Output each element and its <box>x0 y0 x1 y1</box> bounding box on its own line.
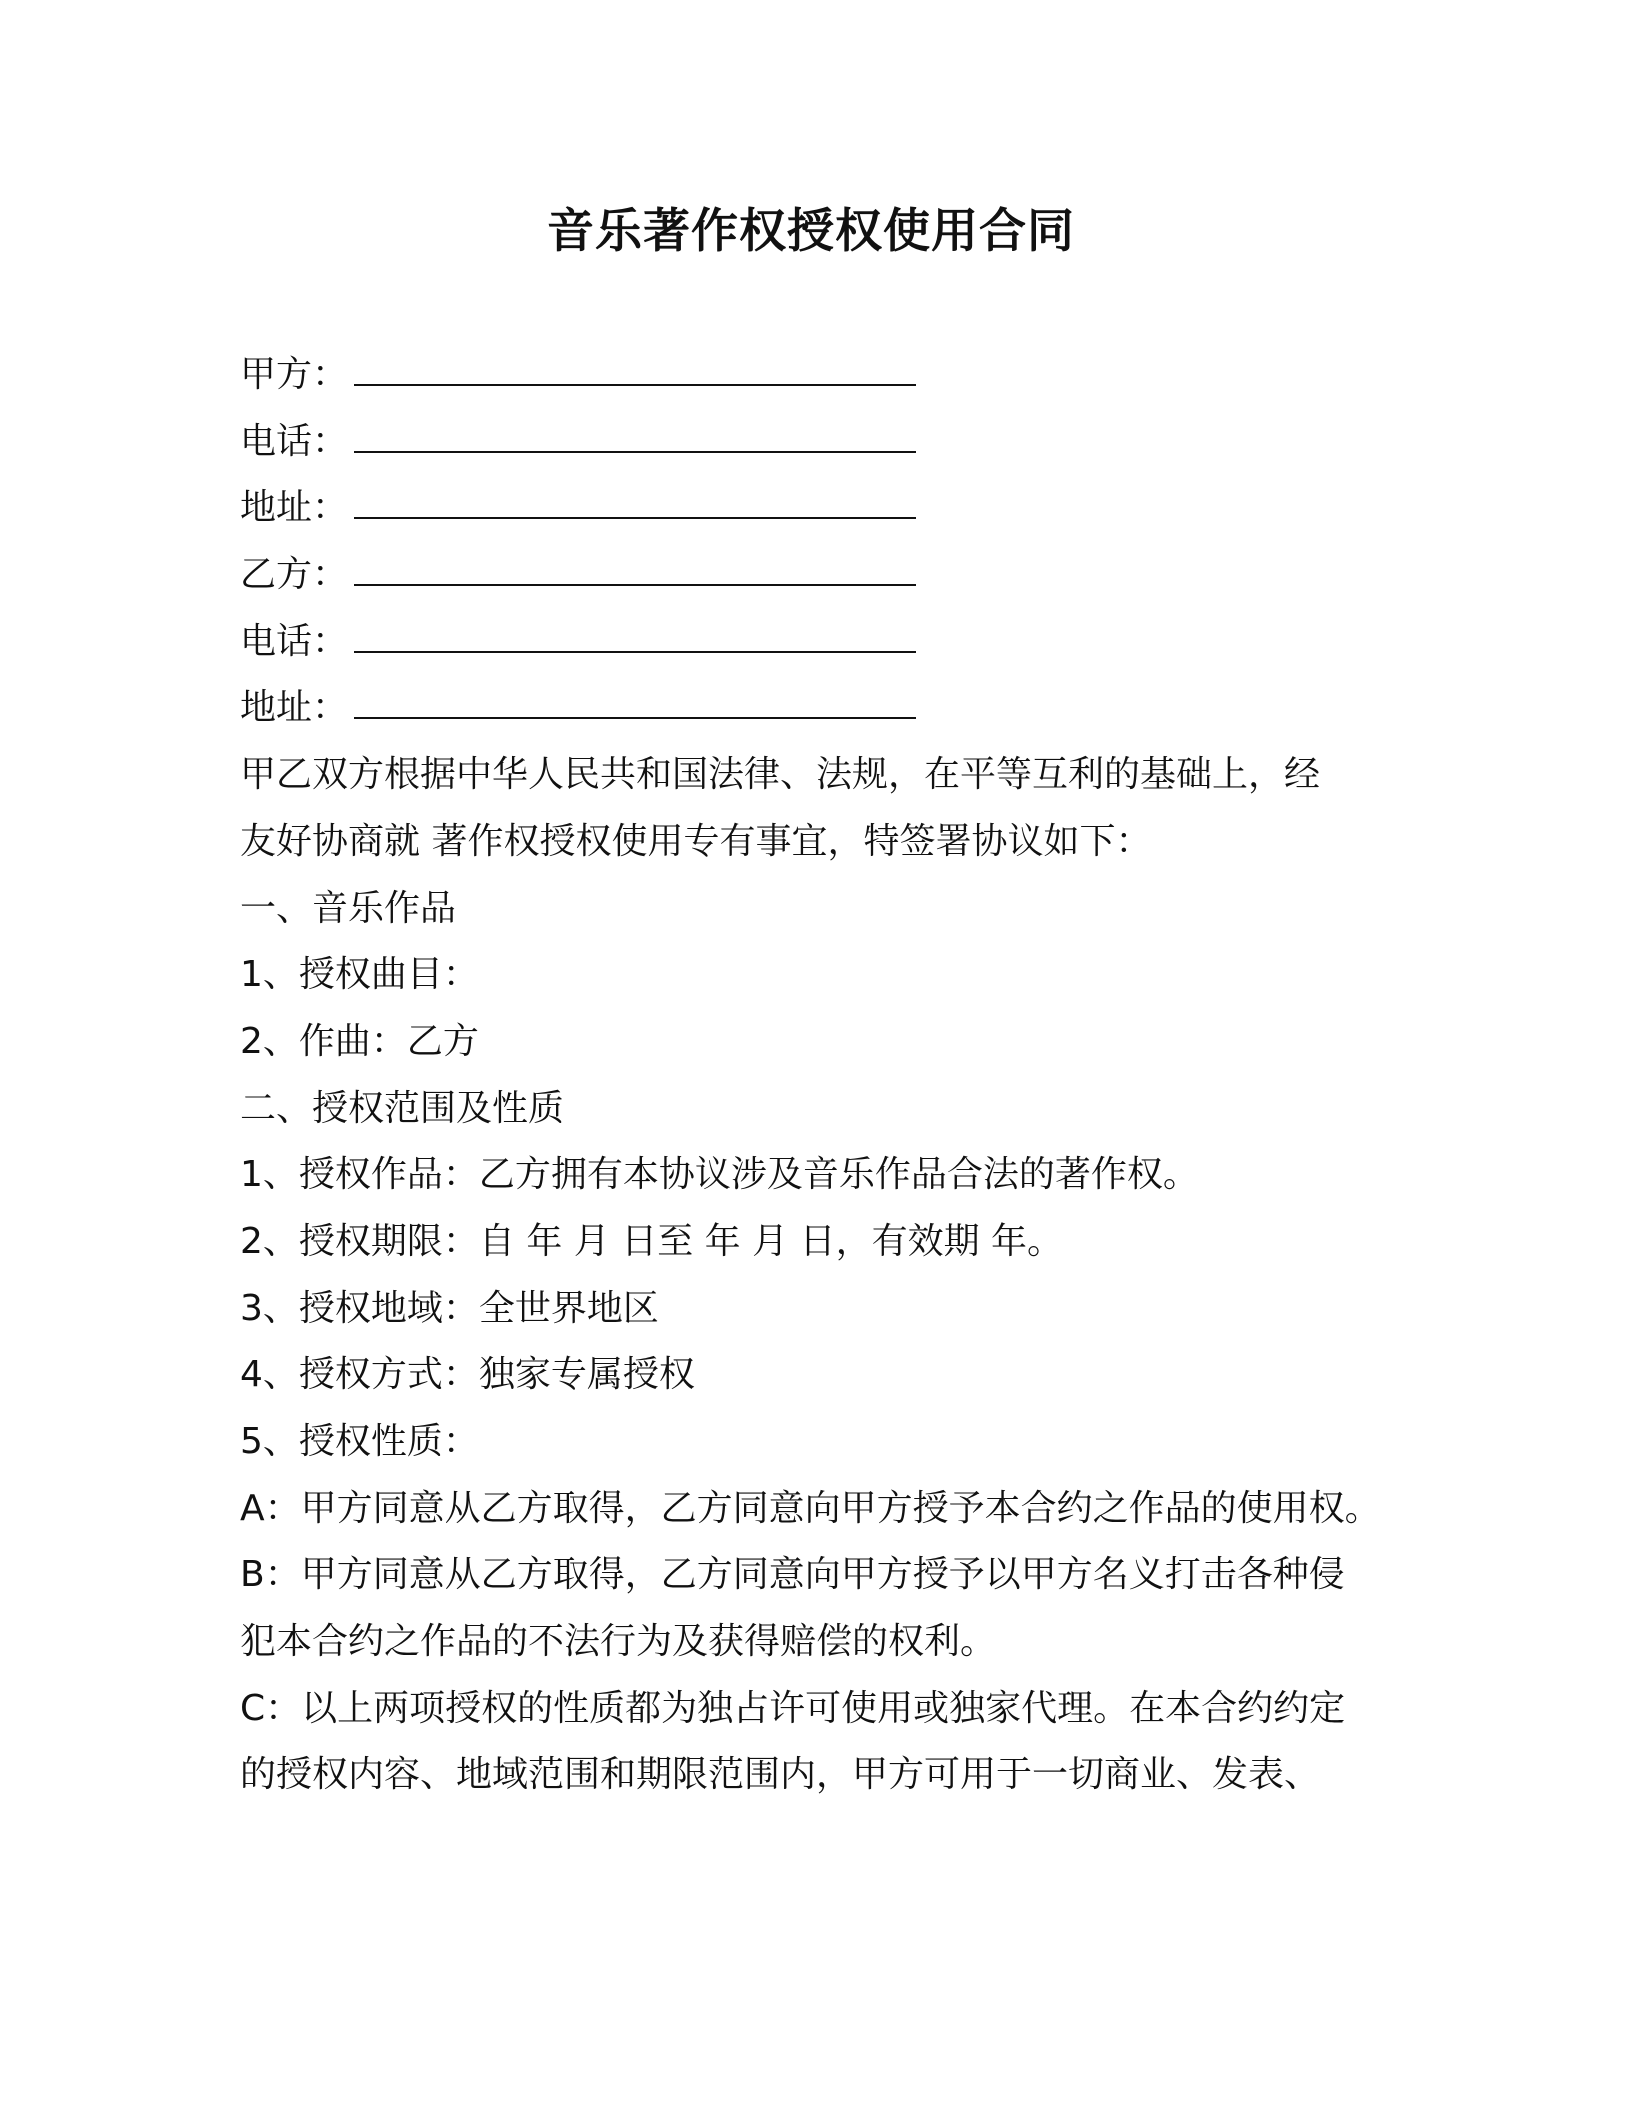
party-field <box>240 409 1420 476</box>
field-label: 电话： <box>240 420 349 462</box>
field-label: 甲方： <box>240 354 349 395</box>
party-field <box>240 609 1420 676</box>
paragraph-line: 一、音乐作品 <box>240 887 457 929</box>
paragraph-line: 2、作曲：乙方 <box>240 1020 479 1062</box>
party-field <box>240 542 1420 609</box>
blank-line <box>354 354 916 386</box>
paragraph-line: 友好协商就 著作权授权使用专有事宜，特签署协议如下： <box>240 820 1152 862</box>
field-label: 地址： <box>240 687 349 729</box>
paragraph-line: 二、授权范围及性质 <box>240 1087 565 1129</box>
paragraph-line: 犯本合约之作品的不法行为及获得赔偿的权利。 <box>240 1621 997 1663</box>
paragraph-line: 4、授权方式：独家专属授权 <box>240 1354 695 1396</box>
paragraph-line: 2、授权期限：自 年 月 日至 年 月 日，有效期 年。 <box>240 1220 1064 1262</box>
party-field <box>240 342 1420 409</box>
paragraph-line: 5、授权性质： <box>240 1421 479 1462</box>
paragraph-line: 甲乙双方根据中华人民共和国法律、法规，在平等互利的基础上，经 <box>240 754 1321 796</box>
field-label: 地址： <box>240 487 349 529</box>
paragraph-line: 1、授权作品：乙方拥有本协议涉及音乐作品合法的著作权。 <box>240 1154 1199 1196</box>
paragraph-line: 的授权内容、地域范围和期限范围内，甲方可用于一切商业、发表、 <box>240 1754 1321 1796</box>
blank-line <box>354 554 916 586</box>
paragraph-line: C：以上两项授权的性质都为独占许可使用或独家代理。在本合约约定 <box>240 1687 1346 1729</box>
blank-line <box>354 487 916 519</box>
field-label: 电话： <box>240 620 349 662</box>
party-field <box>240 475 1420 542</box>
party-field <box>240 675 1420 742</box>
blank-line <box>354 687 916 719</box>
paragraph-line: B：甲方同意从乙方取得，乙方同意向甲方授予以甲方名义打击各种侵 <box>240 1554 1345 1596</box>
field-label: 乙方： <box>240 554 349 596</box>
blank-line <box>354 421 916 453</box>
paragraph-line: A：甲方同意从乙方取得，乙方同意向甲方授予本合约之作品的使用权。 <box>240 1487 1381 1529</box>
paragraph-line: 3、授权地域：全世界地区 <box>240 1287 659 1329</box>
document-body <box>240 342 1420 1809</box>
blank-line <box>354 621 916 653</box>
paragraph-line: 1、授权曲目： <box>240 954 479 996</box>
document-title: 音乐著作权授权使用合同 <box>547 204 1075 259</box>
